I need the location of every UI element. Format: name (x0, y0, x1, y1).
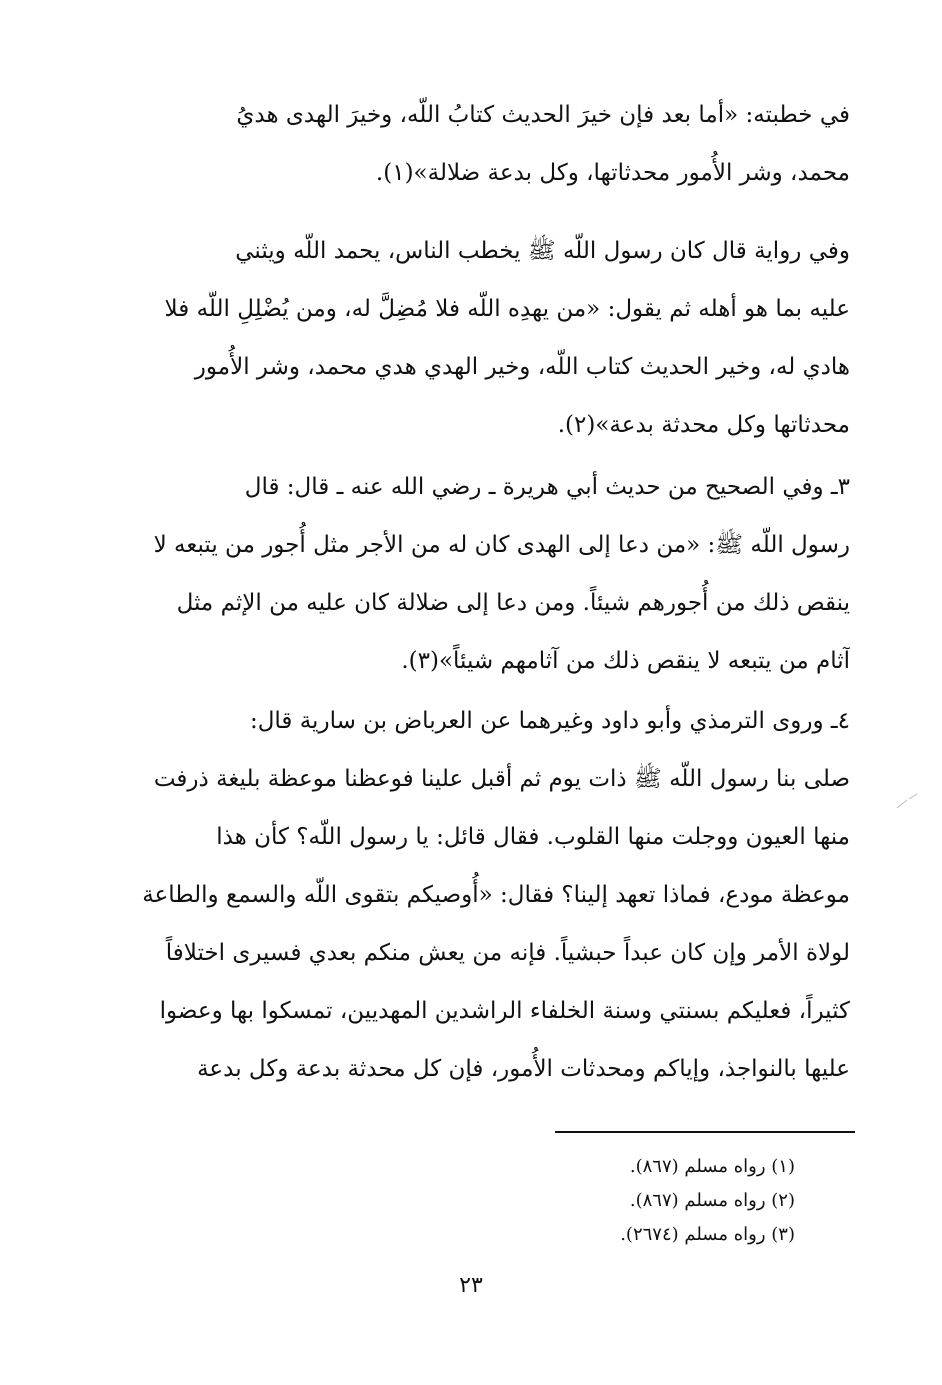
footnote-2: (٢) رواه مسلم (٨٦٧). (629, 1190, 795, 1211)
text-line: صلى بنا رسول اللّه ﷺ ذات يوم ثم أقبل علينا فوعظنا موعظة بليغة ذرفت (153, 766, 850, 792)
paragraph-2 (140, 222, 850, 454)
paragraph-4 (140, 692, 850, 1098)
text-line: محمد، وشر الأُمور محدثاتها، وكل بدعة ضلالة»(١). (375, 160, 850, 186)
scan-speck-icon (895, 790, 925, 810)
text-line: موعظة مودع، فماذا تعهد إلينا؟ فقال: «أُوصيكم بتقوى اللّه والسمع والطاعة (142, 882, 850, 908)
text-line: رسول اللّه ﷺ: «من دعا إلى الهدى كان له من الأجر مثل أُجور من يتبعه لا (153, 532, 850, 558)
footnotes (500, 1150, 795, 1252)
text-line: هادي له، وخير الحديث كتاب اللّه، وخير الهدي هدي محمد، وشر الأُمور (194, 354, 850, 380)
text-line: ٤ـ وروى الترمذي وأبو داود وغيرهما عن العرباض بن سارية قال: (249, 708, 850, 734)
paragraph-3 (140, 458, 850, 690)
text-line: ينقص ذلك من أُجورهم شيئاً. ومن دعا إلى ضلالة كان عليه من الإثم مثل (176, 590, 850, 616)
text-line: آثام من يتبعه لا ينقص ذلك من آثامهم شيئاً»(٣). (401, 648, 850, 674)
text-line: ٣ـ وفي الصحيح من حديث أبي هريرة ـ رضي الله عنه ـ قال: قال (244, 474, 850, 500)
text-line: وفي رواية قال كان رسول اللّه ﷺ يخطب الناس، يحمد اللّه ويثني (235, 238, 850, 264)
text-line: منها العيون ووجلت منها القلوب. فقال قائل: يا رسول اللّه؟ كأن هذا (216, 824, 850, 850)
text-line: في خطبته: «أما بعد فإن خيرَ الحديث كتابُ اللّه، وخيرَ الهدى هديُ (236, 102, 850, 128)
paragraph-1 (140, 86, 850, 202)
text-line: عليها بالنواجذ، وإياكم ومحدثات الأُمور، فإن كل محدثة بدعة وكل بدعة (197, 1056, 850, 1082)
page-number: ٢٣ (459, 1273, 483, 1298)
text-line: كثيراً، فعليكم بسنتي وسنة الخلفاء الراشدين المهديين، تمسكوا بها وعضوا (159, 998, 850, 1024)
text-line: لولاة الأمر وإن كان عبداً حبشياً. فإنه من يعش منكم بعدي فسيرى اختلافاً (165, 940, 850, 966)
footnote-1: (١) رواه مسلم (٨٦٧). (629, 1156, 795, 1177)
text-line: محدثاتها وكل محدثة بدعة»(٢). (557, 412, 850, 438)
footnote-3: (٣) رواه مسلم (٢٦٧٤). (620, 1224, 795, 1245)
text-line: عليه بما هو أهله ثم يقول: «من يهدِه اللّه فلا مُضِلَّ له، ومن يُضْلِلِ اللّه فلا (164, 296, 850, 322)
footnote-divider (555, 1131, 855, 1133)
